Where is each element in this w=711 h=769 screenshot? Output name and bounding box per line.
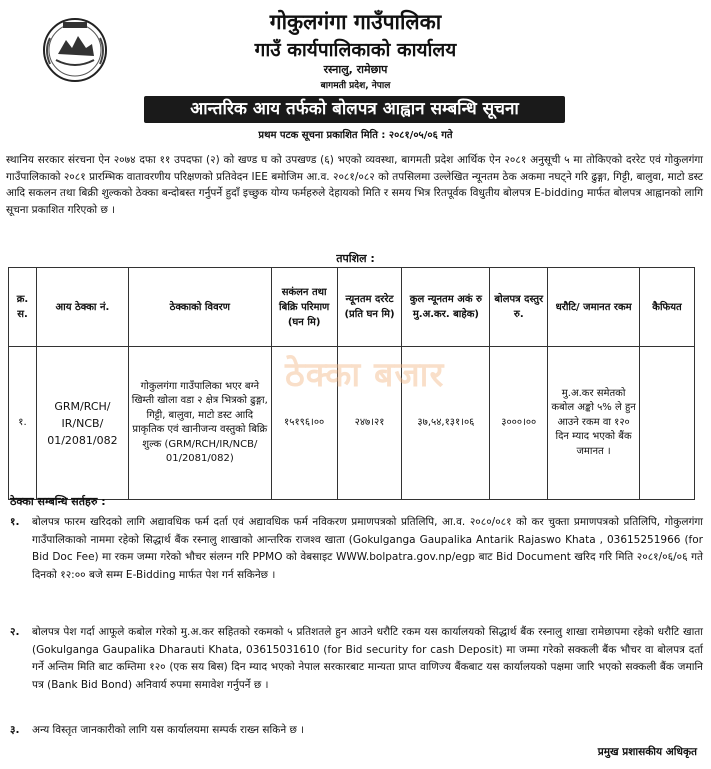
term-text: अन्य विस्तृत जानकारीको लागि यस कार्यालयमा सम्पर्क राख्न सकिने छ ।: [32, 724, 305, 736]
col-header-rate: न्यूनतम दररेट (प्रति घन मि): [337, 268, 402, 347]
term-text: बोलपत्र पेश गर्दा आफूले कबोल गरेको मु.अ.कर सहितको रकमको ५ प्रतिशतले हुन आउने धरौटि रकम यस कार्यालयको सिद्धार्थ बैंक रस्नालु शाखा रामेछापमा रहेको धरौटि खाता (Gokulganga Gaupalika Dharauti Khata, 03615031610 (for Bid security for cash Deposit) मा जम्मा गरेको सक्कली बैंक भौचर वा बोलपत्र दर्ता गर्ने अन्तिम मिति बाट कम्तिमा १२० (एक सय बिस) दिन म्याद भएको नेपाल सरकारबाट मान्यता प्राप्त वाणिज्य बैंकबाट यस कार्यालयको पक्षमा जारि भएको सक्कली बैंक जमानि पत्र (Bank Bid Bond) अनिवार्य रुपमा समावेश गर्नुपर्ने छ ।: [32, 626, 703, 691]
cell-quantity: १५१९६।००: [271, 347, 337, 500]
signature-title: प्रमुख प्रशासकीय अधिकृत: [597, 746, 697, 758]
notice-title: आन्तरिक आय तर्फको बोलपत्र आह्वान सम्बन्धि सूचना: [144, 96, 565, 123]
term-number: २.: [10, 626, 20, 638]
letterhead: [0, 0, 711, 92]
terms-title: ठेक्का सम्बन्धि सर्तहरु :: [10, 495, 106, 508]
office-name: गाउँ कार्यपालिकाको कार्यालय: [254, 39, 457, 61]
table-header-row: [9, 268, 695, 347]
cell-description: गोकुलगंगा गाउँपालिका भएर बग्ने खिम्ती खोला वडा २ क्षेत्र भित्रको ढुङ्गा, गिट्टी, बालुवा, माटो डस्ट आदि प्राकृतिक एवं खानीजन्य वस्तुको बिक्रि शुल्क (GRM/RCH/IR/NCB/ 01/2081/082): [128, 347, 271, 500]
col-header-sn: क्र. स.: [9, 268, 37, 347]
col-header-total: कुल न्यूनतम अकं रु मु.अ.कर. बाहेक): [402, 268, 490, 347]
table-title: तपशिल :: [336, 252, 375, 265]
term-item-2: [10, 624, 703, 694]
cell-total: ३७,५४,१३१।०६: [402, 347, 490, 500]
municipality-name: गोकुलगंगा गाउँपालिका: [269, 10, 442, 34]
cell-rate: २४७।२१: [337, 347, 402, 500]
cell-bid-fee: ३०००।००: [490, 347, 548, 500]
watermark: ठेक्का बजार: [285, 355, 445, 395]
term-item-1: [10, 514, 703, 584]
cell-contract-no: GRM/RCH/ IR/NCB/ 01/2081/082: [36, 347, 128, 500]
published-date: प्रथम पटक सूचना प्रकाशित मिति : २०८१/०५/०६ गते: [258, 130, 453, 141]
term-number: १.: [10, 516, 20, 528]
cell-remarks: [640, 347, 695, 500]
col-header-security: धरौटि/ जमानत रकम: [548, 268, 640, 347]
term-text: बोलपत्र फारम खरिदको लागि अद्यावधिक फर्म दर्ता एवं अद्यावधिक फर्म नविकरण प्रमाणपत्रको प्रतिलिपि, आ.व. २०८०/०८१ को कर चुक्ता प्रमाणपत्रको प्रतिलिपि, गोकुलगंगा गाउँपालिकाको नाममा रहेको सिद्धार्थ बैंक रस्नालु शाखाको आन्तरिक राजश्व खाता (Gokulganga Gaupalika Antarik Rajaswo Khata , 03615251966 (for Bid Doc Fee) मा रकम जम्मा गरेको भौचर संलग्न गरि PPMO को वेबसाइट WWW.bolpatra.gov.np/egp बाट Bid Document खरिद गरि मिति २०८१/०६/०६ गते दिनको १२:०० बजे सम्म E-Bidding मार्फत पेश गर्न सकिनेछ ।: [32, 516, 703, 581]
province-name: बागमती प्रदेश, नेपाल: [320, 81, 391, 91]
col-header-contract-no: आय ठेक्का नं.: [36, 268, 128, 347]
col-header-description: ठेक्काको विवरण: [128, 268, 271, 347]
col-header-bid-fee: बोलपत्र दस्तुर रु.: [490, 268, 548, 347]
term-number: ३.: [10, 724, 20, 736]
cell-sn: १.: [9, 347, 37, 500]
intro-paragraph: स्थानिय सरकार संरचना ऐन २०७४ दफा ११ उपदफा (२) को खण्ड घ को उपखण्ड (६) भएको व्यवस्था, बागमती प्रदेश आर्थिक ऐन २०८१ अनुसूची ५ मा तोकिएको दररेट एवं गोकुलगंगा गाउँपालिकाको २०८१ प्रारम्भिक वातावरणीय परिक्षणको प्रतिवेदन IEE बमोजिम आ.व. २०८१/०८२ को तपसिलमा उल्लेखित न्यूनतम ठेक अकमा नघट्ने गरि ढुङ्गा, गिट्टी, बालुवा, माटो डस्ट आदि सकलन तथा बिक्री शुल्कको ठेक्का बन्दोबस्त गर्नुपर्ने हुदाँ इच्छुक योग्य फर्महरुले देहायको मिति र समय भित्र रितपूर्वक विधुतीय बोलपत्र E-bidding मार्फत बोलपत्र आह्वानको लागि सूचना प्रकाशित गरिएको छ ।: [6, 154, 703, 216]
col-header-quantity: सकंलन तथा बिक्रि परिमाण (घन मि): [271, 268, 337, 347]
cell-security: मु.अ.कर समेतको कबोल अङ्को ५% ले हुन आउने रकम वा १२० दिन म्याद भएको बैंक जमानत ।: [548, 347, 640, 500]
term-item-3: [10, 722, 703, 740]
col-header-remarks: कैफियत: [640, 268, 695, 347]
office-address: रस्नालु, रामेछाप: [323, 63, 388, 76]
